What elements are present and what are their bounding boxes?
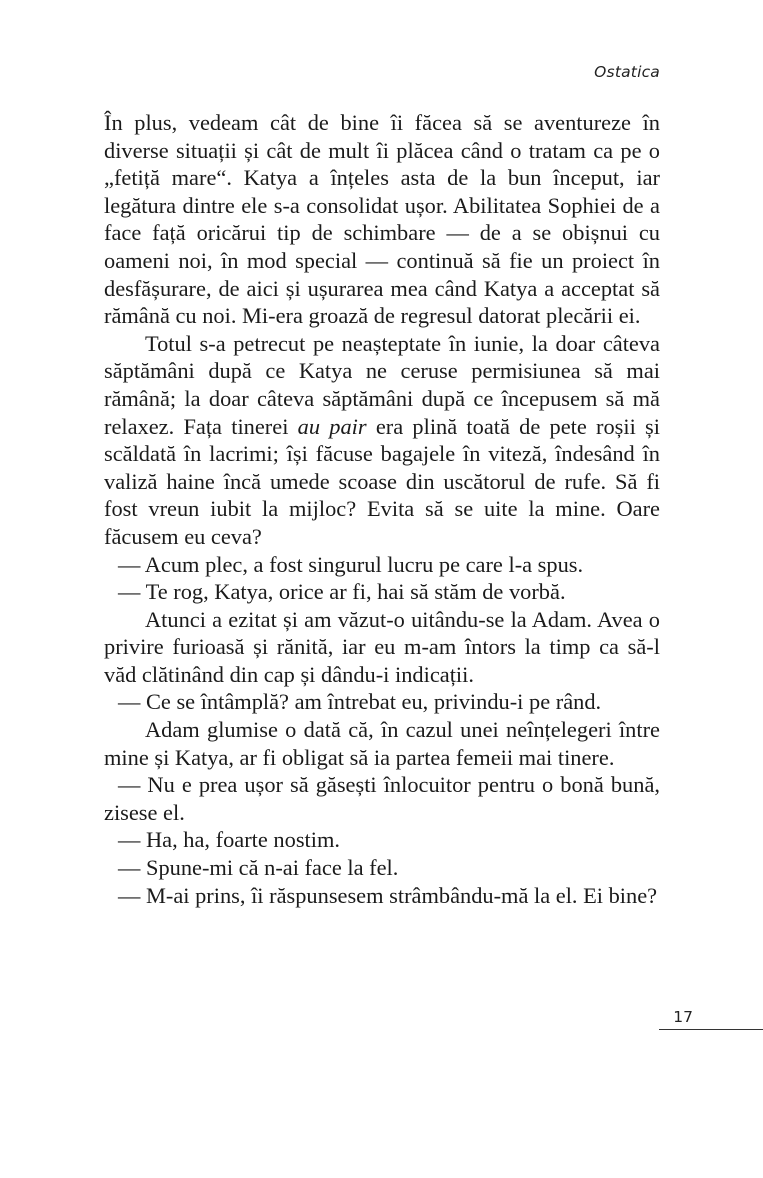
body-text (104, 109, 660, 909)
dialog-line: — Te rog, Katya, orice ar fi, hai să stăm de vorbă. (118, 579, 566, 605)
running-head-title: Ostatica (594, 63, 660, 81)
dialog-line: — Spune-mi că n-ai face la fel. (118, 855, 399, 881)
dialog-line: — Acum plec, a fost singurul lucru pe care l-a spus. (118, 551, 584, 577)
paragraph-text: Totul s-a petrecut pe neașteptate în iunie, la doar câteva săptămâni după ce Katya ne ceruse permisiunea să mai rămână; la doar câteva săptămâni după ce începusem să mă relaxez. Fața tinerei (104, 330, 660, 439)
footer-rule (659, 1029, 763, 1030)
paragraph-text: era plină toată de pete roșii și scăldată în lacrimi; își făcuse bagajele în viteză, îndesând în valiză haine încă umede scoase din uscătorul de rufe. Să fi fost vreun iubit la mijloc? Evita să se uite la mine. Oare făcusem eu ceva? (104, 413, 660, 549)
paragraph: În plus, vedeam cât de bine îi făcea să se aventureze în diverse situații și cât de mult îi plăcea când o tratam ca pe o „fetiță mare“. Katya a înțeles asta de la bun început, iar legătura dintre ele s-a consolidat ușor. Abilitatea Sophiei de a face față oricărui tip de schimbare — de a se obișnui cu oameni noi, în mod special — continuă să fie un proiect în desfășurare, de aici și ușurarea mea când Katya a acceptat să rămână cu noi. Mi-era groază de regresul datorat plecării ei. (104, 110, 660, 329)
paragraph: Adam glumise o dată că, în cazul unei neînțelegeri între mine și Katya, ar fi obligat să ia partea femeii mai tinere. (104, 717, 660, 770)
emphasis-text: au pair (297, 413, 367, 439)
dialog-line: — M-ai prins, îi răspunsesem strâmbându-mă la el. Ei bine? (118, 882, 658, 908)
dialog-line: — Ce se întâmplă? am întrebat eu, privindu-i pe rând. (118, 689, 602, 715)
paragraph (104, 330, 660, 551)
paragraph: Atunci a ezitat și am văzut-o uitându-se la Adam. Avea o privire furioasă și rănită, iar eu m-am întors la timp ca să-l văd clătinând din cap și dându-i indicații. (104, 606, 660, 687)
dialog-line: — Ha, ha, foarte nostim. (118, 827, 340, 853)
dialog-line: — Nu e prea ușor să găsești înlocuitor pentru o bonă bună, zisese el. (104, 772, 660, 825)
page-number: 17 (673, 1008, 693, 1026)
